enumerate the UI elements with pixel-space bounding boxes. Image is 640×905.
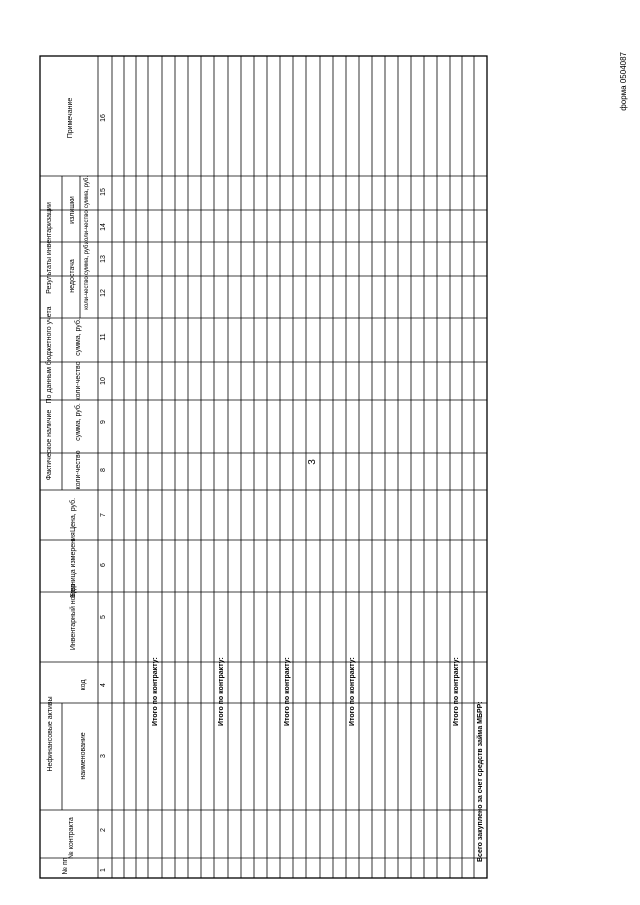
grand-total-label: Всего закуплено за счет средств займа МБРР: — [477, 701, 484, 862]
header-price: Цена, руб. — [70, 497, 77, 533]
header-name: наименование — [80, 732, 87, 780]
header-unit: Единица измерения — [70, 532, 77, 598]
column-number: 9 — [100, 420, 107, 424]
header-shortage-qty: коли-чество — [84, 276, 90, 310]
header-actual-presence: Фактическое наличие — [46, 409, 53, 481]
contract-total-label: Итого по контракту: — [218, 657, 225, 726]
column-number: 14 — [100, 223, 107, 231]
header-inventory-results: Результаты инвентаризации — [46, 202, 53, 294]
column-number: 10 — [100, 377, 107, 385]
column-number: 15 — [100, 188, 107, 196]
header-budget-accounting: По данным бюджетного учета — [46, 306, 53, 404]
contract-total-label: Итого по контракту: — [152, 657, 159, 726]
header-shortage: недостача — [69, 259, 76, 293]
column-number: 12 — [100, 289, 107, 297]
column-number: 16 — [100, 114, 107, 122]
column-number: 13 — [100, 255, 107, 263]
column-number: 7 — [100, 513, 107, 517]
column-number: 11 — [100, 333, 107, 341]
contract-total-label: Итого по контракту: — [349, 657, 356, 726]
column-number: 6 — [100, 563, 107, 567]
header-surplus-qty: коли-чество — [84, 210, 90, 244]
table-header — [45, 98, 90, 875]
header-actual-qty: коли-чество — [75, 450, 82, 490]
header-contract-no: № контракта — [68, 817, 75, 859]
contract-total-label: Итого по контракту: — [284, 657, 291, 726]
column-number: 5 — [100, 615, 107, 619]
header-nonfinancial-assets: Нефинансовые активы — [47, 696, 54, 772]
header-note: Примечание — [67, 97, 74, 139]
header-shortage-sum: сумма, руб. — [84, 242, 90, 276]
header-budget-sum: сумма, руб. — [75, 318, 82, 356]
page-number: 3 — [307, 459, 318, 465]
table-frame — [40, 56, 487, 878]
column-number: 3 — [100, 754, 107, 758]
column-number: 1 — [100, 868, 107, 872]
column-number: 8 — [100, 468, 107, 472]
column-number: 2 — [100, 828, 107, 832]
contract-total-label: Итого по контракту: — [453, 657, 460, 726]
header-surplus: излишки — [69, 196, 76, 224]
column-numbers — [100, 114, 107, 872]
header-inventory-no: Инвентарный номер — [70, 583, 77, 651]
header-num: № пп — [62, 857, 69, 875]
header-budget-qty: коли-чество — [75, 361, 82, 401]
header-actual-sum: сумма, руб. — [75, 403, 82, 441]
form-code: форма 0504087 — [619, 52, 628, 111]
header-surplus-sum: сумма, руб. — [84, 175, 90, 209]
table-grid — [40, 56, 487, 878]
header-code: код — [80, 679, 87, 691]
column-number: 4 — [100, 683, 107, 687]
